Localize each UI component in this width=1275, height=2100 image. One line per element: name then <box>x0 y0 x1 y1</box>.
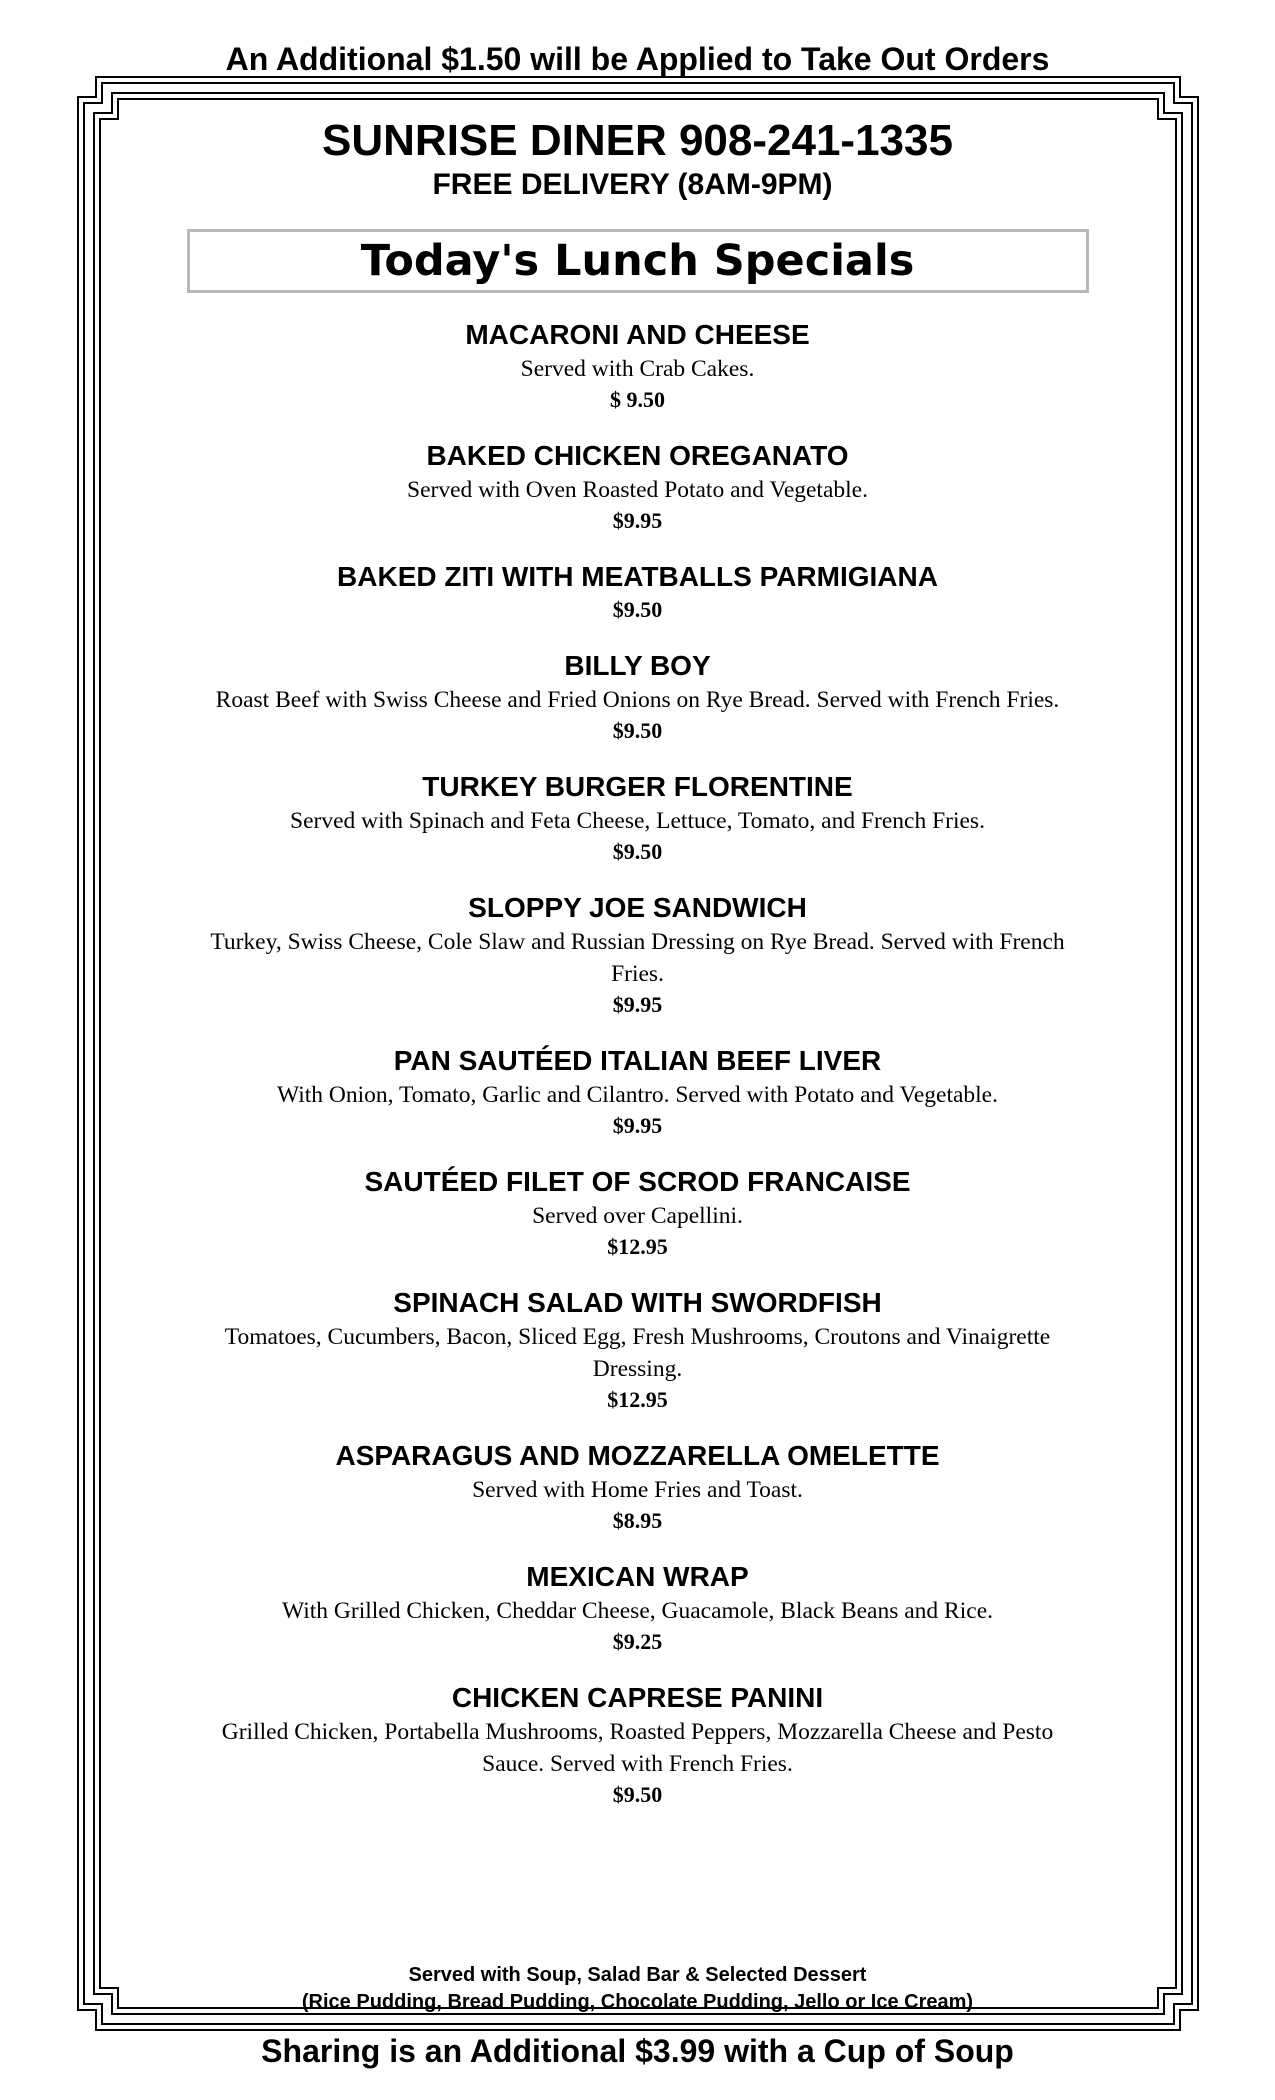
item-price: $ 9.50 <box>610 387 665 412</box>
item-price: $8.95 <box>612 1508 663 1533</box>
item-description: Grilled Chicken, Portabella Mushrooms, Roasted Peppers, Mozzarella Cheese and Pesto Sauce. Served with French Fries. <box>221 1719 1054 1777</box>
item-name: MACARONI AND CHEESE <box>465 319 810 350</box>
item-description: With Grilled Chicken, Cheddar Cheese, Guacamole, Black Beans and Rice. <box>281 1598 993 1624</box>
item-description: Served with Crab Cakes. <box>520 356 755 382</box>
item-price: $9.50 <box>612 718 663 743</box>
menu-item <box>140 1164 1135 1262</box>
sharing-notice: Sharing is an Additional $3.99 with a Cup of Soup <box>261 2033 1014 2069</box>
item-price: $9.95 <box>612 508 663 533</box>
item-description: Served over Capellini. <box>532 1203 743 1229</box>
item-price: $9.50 <box>612 839 663 864</box>
item-price: $9.25 <box>612 1629 663 1654</box>
item-name: MEXICAN WRAP <box>526 1561 749 1592</box>
item-description: Served with Home Fries and Toast. <box>472 1477 803 1503</box>
diner-name: SUNRISE DINER 908-241-1335 <box>322 116 953 165</box>
menu-item <box>140 648 1135 746</box>
served-with-note <box>140 1962 1135 2016</box>
item-price: $9.50 <box>612 1782 663 1807</box>
item-description: Served with Oven Roasted Potato and Vegetable. <box>407 477 868 503</box>
item-price: $12.95 <box>607 1387 668 1412</box>
specials-title: Today's Lunch Specials <box>360 236 915 286</box>
menu-item <box>140 1285 1135 1415</box>
item-name: ASPARAGUS AND MOZZARELLA OMELETTE <box>335 1440 940 1471</box>
item-name: TURKEY BURGER FLORENTINE <box>422 771 853 802</box>
item-price: $9.95 <box>612 1113 663 1138</box>
item-name: SLOPPY JOE SANDWICH <box>468 892 807 923</box>
specials-list <box>140 317 1135 1810</box>
served-with-line: Served with Soup, Salad Bar & Selected Dessert <box>408 1964 867 1986</box>
menu-item <box>140 1438 1135 1536</box>
item-name: PAN SAUTÉED ITALIAN BEEF LIVER <box>393 1045 882 1076</box>
item-description: Roast Beef with Swiss Cheese and Fried Onions on Rye Bread. Served with French Fries. <box>215 687 1060 713</box>
specials-title-box <box>187 229 1089 293</box>
item-name: BAKED CHICKEN OREGANATO <box>426 440 849 471</box>
menu-item <box>140 1043 1135 1141</box>
menu-item <box>140 1680 1135 1810</box>
item-name: SPINACH SALAD WITH SWORDFISH <box>393 1287 882 1318</box>
menu-item <box>140 559 1135 625</box>
menu-item <box>140 1559 1135 1657</box>
item-description: Turkey, Swiss Cheese, Cole Slaw and Russian Dressing on Rye Bread. Served with French Fries. <box>210 929 1065 987</box>
item-name: SAUTÉED FILET OF SCROD FRANCAISE <box>364 1166 911 1197</box>
menu-content <box>140 115 1135 1833</box>
menu-item <box>140 438 1135 536</box>
item-description: Served with Spinach and Feta Cheese, Lettuce, Tomato, and French Fries. <box>290 808 985 834</box>
menu-item <box>140 317 1135 415</box>
item-price: $12.95 <box>607 1234 668 1259</box>
menu-item <box>140 890 1135 1020</box>
item-description: With Onion, Tomato, Garlic and Cilantro. Served with Potato and Vegetable. <box>277 1082 998 1108</box>
item-name: BAKED ZITI WITH MEATBALLS PARMIGIANA <box>337 561 938 592</box>
item-name: CHICKEN CAPRESE PANINI <box>451 1682 824 1713</box>
menu-item <box>140 769 1135 867</box>
item-price: $9.95 <box>612 992 663 1017</box>
item-description: Tomatoes, Cucumbers, Bacon, Sliced Egg, Fresh Mushrooms, Croutons and Vinaigrette Dressing. <box>224 1324 1051 1382</box>
item-price: $9.50 <box>612 597 663 622</box>
takeout-notice: An Additional $1.50 will be Applied to Take Out Orders <box>225 41 1050 77</box>
dessert-options-line: (Rice Pudding, Bread Pudding, Chocolate Pudding, Jello or Ice Cream) <box>301 1991 974 2013</box>
delivery-info: FREE DELIVERY (8AM-9PM) <box>432 168 833 201</box>
item-name: BILLY BOY <box>564 650 711 681</box>
